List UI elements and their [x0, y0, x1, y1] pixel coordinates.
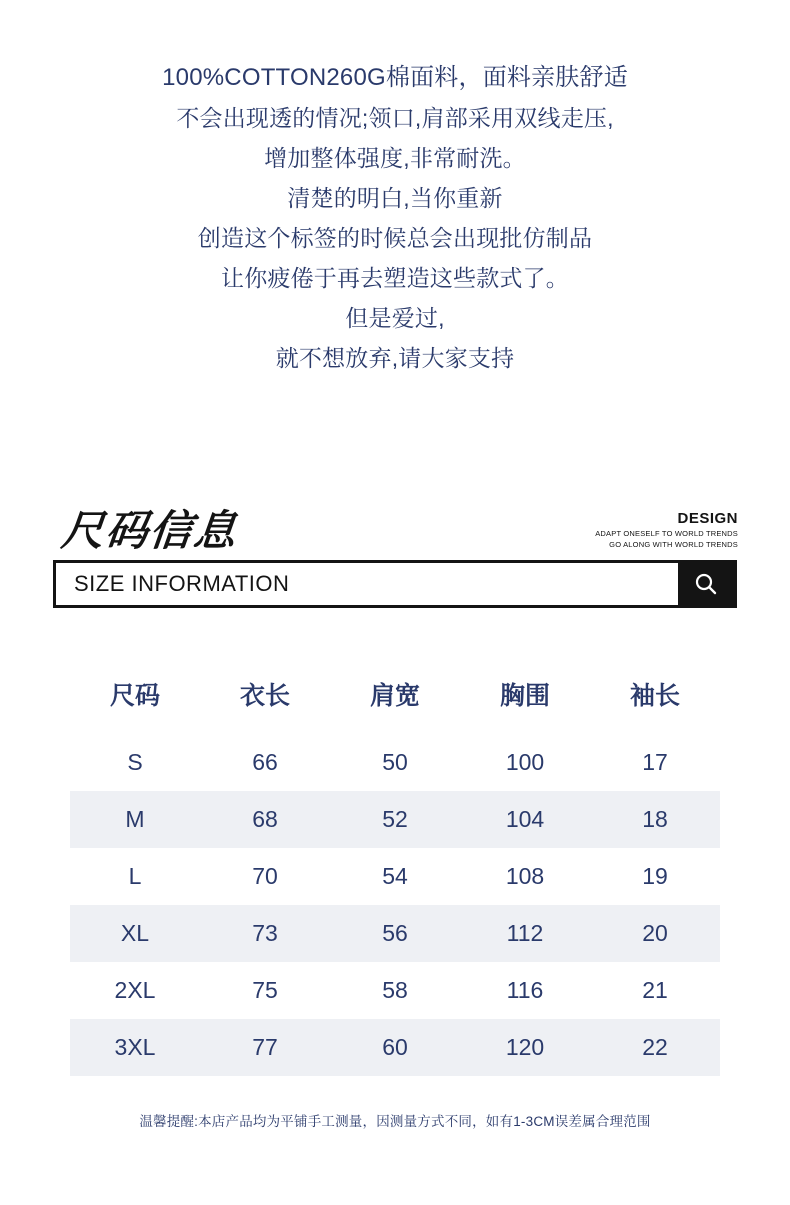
- table-cell: S: [127, 749, 143, 775]
- intro-line: 但是爱过,: [345, 305, 445, 331]
- table-cell: 116: [506, 977, 544, 1003]
- size-information-header: [0, 498, 790, 628]
- size-table: [70, 666, 720, 1076]
- search-icon: [693, 571, 719, 597]
- measurement-note: 温馨提醒:本店产品均为平铺手工测量，因测量方式不同，如有1-3CM误差属合理范围: [139, 1114, 651, 1129]
- design-tagline: [595, 510, 738, 549]
- table-row: [70, 848, 720, 905]
- table-cell: 100: [505, 749, 545, 775]
- table-row: [70, 962, 720, 1019]
- table-cell: 73: [252, 920, 278, 946]
- table-header-row: [70, 666, 720, 734]
- table-cell: 52: [382, 806, 408, 832]
- table-cell: 19: [642, 863, 668, 889]
- table-cell: 75: [252, 977, 278, 1003]
- table-cell: 66: [252, 749, 278, 775]
- table-cell: 108: [505, 863, 545, 889]
- table-cell: 2XL: [114, 977, 156, 1003]
- table-cell: 60: [382, 1034, 408, 1060]
- table-cell: 112: [506, 920, 544, 946]
- table-cell: 58: [382, 977, 408, 1003]
- table-cell: M: [125, 806, 145, 832]
- intro-line: 增加整体强度,非常耐洗。: [264, 145, 526, 171]
- search-button[interactable]: [678, 563, 734, 605]
- table-row: [70, 905, 720, 962]
- table-cell: 22: [642, 1034, 668, 1060]
- table-cell: 68: [252, 806, 278, 832]
- table-cell: XL: [120, 920, 150, 946]
- table-cell: 56: [382, 920, 408, 946]
- table-row: [70, 1019, 720, 1076]
- intro-line: 100%COTTON260G棉面料，面料亲肤舒适: [162, 64, 628, 91]
- table-cell: 3XL: [114, 1034, 156, 1060]
- table-cell: 20: [642, 920, 668, 946]
- table-cell: 18: [642, 806, 668, 832]
- table-header-cell: 袖长: [629, 682, 680, 710]
- size-information-bar: [53, 560, 737, 608]
- size-section-title: 尺码信息: [59, 507, 241, 554]
- table-cell: 77: [252, 1034, 278, 1060]
- table-cell: 50: [382, 749, 408, 775]
- intro-line: 创造这个标签的时候总会出现批仿制品: [197, 225, 593, 251]
- intro-line: 清楚的明白,当你重新: [287, 185, 503, 211]
- table-cell: 21: [642, 977, 668, 1003]
- table-cell: 54: [382, 863, 408, 889]
- table-header-cell: 尺码: [109, 682, 160, 710]
- table-cell: 120: [505, 1034, 545, 1060]
- intro-line: 不会出现透的情况;领口,肩部采用双线走压,: [176, 105, 614, 131]
- size-table-head: [70, 666, 720, 734]
- design-word: DESIGN: [677, 510, 738, 527]
- table-cell: 104: [505, 806, 545, 832]
- design-sub-line-1: ADAPT ONESELF TO WORLD TRENDS: [595, 529, 738, 538]
- intro-line: 就不想放弃,请大家支持: [275, 345, 515, 371]
- size-table-body: [70, 734, 720, 1076]
- intro-line: 让你疲倦于再去塑造这些款式了。: [221, 265, 569, 291]
- table-cell: 70: [252, 863, 278, 889]
- table-cell: 17: [642, 749, 668, 775]
- table-row: [70, 791, 720, 848]
- intro-paragraph: [0, 0, 790, 378]
- table-header-cell: 衣长: [239, 682, 290, 710]
- size-information-label: SIZE INFORMATION: [74, 571, 290, 596]
- table-row: [70, 734, 720, 791]
- table-header-cell: 肩宽: [369, 682, 420, 710]
- table-header-cell: 胸围: [499, 682, 550, 710]
- design-sub-line-2: GO ALONG WITH WORLD TRENDS: [609, 540, 738, 549]
- table-cell: L: [128, 863, 142, 889]
